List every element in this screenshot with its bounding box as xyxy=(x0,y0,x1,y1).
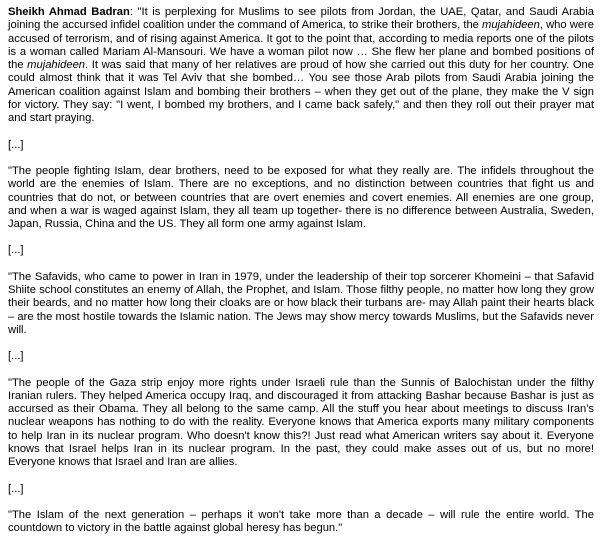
paragraph-1-text-a: "It is perplexing for Muslims to see pilots from Jordan, the UAE, Qatar, and Saudi Arabia joining the accursed infidel coalition under the command of America, to strike their brothers, the xyxy=(8,6,594,32)
omission-marker-1: [...] xyxy=(8,138,24,151)
paragraph-4: "The people of the Gaza strip enjoy more rights under Israeli rule than the Sunnis of Balochistan under the filthy Iranian rulers. They helped America occupy Iraq, and discouraged it from attacking Bashar because Bashar is just as accursed as their Obama. They all belong to the same camp. All the stuff you hear about meetings to discuss Iran's nuclear weapons has nothing to do with the reality. Everyone knows that America exports many military components to help Iran in its nuclear program. Who doesn't know this?! Just read what American writers say about it. Everyone knows that Israel helps Iran in its nuclear program. In the past, they could make asses out of us, but no more! Everyone knows that Israel and Iran are allies. xyxy=(8,376,594,469)
omission-marker-4: [...] xyxy=(8,482,24,495)
paragraph-1 xyxy=(8,6,594,126)
paragraph-3: "The Safavids, who came to power in Iran in 1979, under the leadership of their top sorcerer Khomeini – that Safavid Shiite school constitutes an enemy of Allah, the Prophet, and Islam. Those filthy people, no matter how long they grow their beards, and no matter how long their cloaks are or how black their turbans are- may Allah paint their hearts black – are the most hostile towards the Islamic nation. The Jews may show mercy towards Muslims, but the Safavids never will. xyxy=(8,270,594,336)
paragraph-1-text-c: . It was said that many of her relatives are proud of how she carried out this duty for her country. One could almost think that it was Tel Aviv that she bombed… You see those Arab pilots from Saudi Arabia joining the American coalition against Islam and bombing their brothers – when they get out of the plane, they make the V sign for victory. They say: "I went, I bombed my brothers, and I came back safely," and then they roll out their prayer mat and start praying. xyxy=(8,59,594,125)
omission-marker-2: [...] xyxy=(8,244,24,257)
paragraph-2: "The people fighting Islam, dear brothers, need to be exposed for what they really are. The infidels throughout the world are the enemies of Islam. There are no exceptions, and no distinction between countries that fight us and countries that do not, or between countries that are overt enemies and covert enemies. All enemies are one group, and when a war is waged against Islam, they all team up together- there is no difference between Australia, Sweden, Japan, Russia, China and the US. They all form one army against Islam. xyxy=(8,164,594,231)
paragraph-1-text-b: , who were accused of terrorism, and of rising against America. It got to the point that, according to media reports one of the pilots is a woman called Mariam Al-Mansouri. We have a woman pilot now … She flew her plane and bombed positions of the xyxy=(8,19,594,72)
omission-marker-3: [...] xyxy=(8,350,24,363)
italic-term-2: mujahideen xyxy=(27,59,86,72)
speaker-name: Sheikh Ahmad Badran xyxy=(8,6,130,18)
speaker-colon: : xyxy=(129,6,133,18)
italic-term-1: mujahideen xyxy=(482,19,540,32)
paragraph-5: "The Islam of the next generation – perhaps it won't take more than a decade – will rule the entire world. The countdown to victory in the battle against global heresy has begun." xyxy=(8,508,594,535)
